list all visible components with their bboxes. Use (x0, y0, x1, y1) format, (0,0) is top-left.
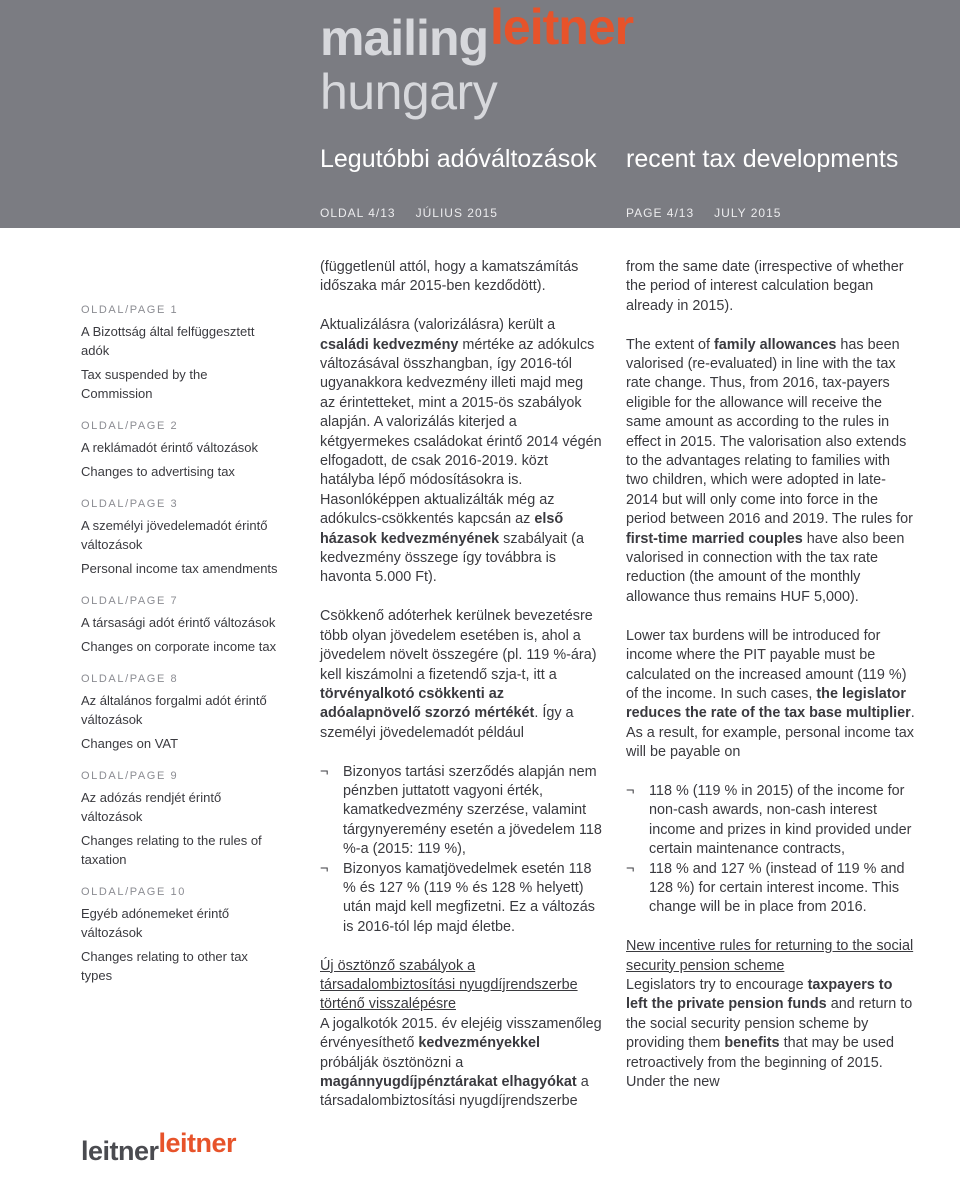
toc-page: OLDAL/PAGE 1 (81, 304, 179, 316)
toc-title-en[interactable]: Personal income tax amendments (81, 561, 278, 576)
paragraph-text: and return to the social security pension scheme by providing them (626, 996, 913, 1052)
bullet-icon: ¬ (320, 763, 329, 780)
footer-logo-dark: leitner (81, 1136, 159, 1166)
list-item-text: Bizonyos tartási szerződés alapján nem pénzben juttatott vagyoni érték, kamatkedvezmény szerzése, valamint tárgynyeremény esetén a jövedelem 118 %-a (2015: 119 %), (343, 763, 602, 858)
section-title: New incentive rules for returning to the social security pension scheme (626, 938, 914, 974)
highlight-text: family allowances (714, 336, 837, 353)
paragraph-text: mértéke az adókulcs változásával összhangban, így 2016-tól ugyanakkora kedvezmény illeti majd meg az érintetteket, mint a 2015-ös szabályok alapján. A valorizálás kiterjed a kétgyermekes családokat érintő 2014 végén elfogadott, de csak 2016-2019. közt hatályba lépő módosításokra is. Hasonlóképpen aktualizálták még az adókulcs-csökkentés kapcsán az (320, 336, 602, 528)
toc-title-en[interactable]: Changes relating to the rules of taxation (81, 833, 262, 867)
toc-title-hu[interactable]: A Bizottság által felfüggesztett adók (81, 324, 255, 358)
toc-section[interactable] (81, 496, 281, 578)
page-title-en: recent tax developments (626, 145, 899, 173)
toc-title-hu[interactable]: Egyéb adónemeket érintő változások (81, 906, 230, 940)
highlight-text: taxpayers to left the private pension funds (626, 976, 893, 1013)
highlight-text: első házasok kedvezményének (320, 511, 564, 547)
page-info-hu (320, 206, 498, 220)
toc-page: OLDAL/PAGE 8 (81, 673, 179, 685)
paragraph (626, 627, 916, 763)
footer-logo (81, 1128, 236, 1166)
toc-title-hu[interactable]: Az általános forgalmi adót érintő változások (81, 693, 267, 727)
brand-leitner: leitner (490, 0, 634, 55)
highlight-text: magánnyugdíjpénztárakat elhagyókat (320, 1074, 577, 1090)
list-item (626, 782, 916, 860)
page-number-hu: OLDAL 4/13 (320, 206, 396, 220)
toc-page: OLDAL/PAGE 2 (81, 420, 179, 432)
section-title: Új ösztönző szabályok a társadalombiztosítási nyugdíjrendszerbe történő visszalépésre (320, 957, 578, 1013)
bullet-icon: ¬ (320, 860, 329, 877)
toc-section[interactable] (81, 418, 281, 481)
toc-title-en[interactable]: Changes to advertising tax (81, 464, 235, 479)
paragraph-text: The extent of (626, 336, 714, 353)
list-item (320, 763, 602, 860)
bullet-icon: ¬ (626, 782, 635, 799)
brand-mailing: mailing (320, 10, 489, 66)
toc-section[interactable] (81, 302, 281, 403)
paragraph-text: próbálják ösztönözni a (320, 1054, 464, 1071)
toc-page: OLDAL/PAGE 3 (81, 498, 179, 510)
paragraph-text: . As a result, for example, personal income tax will be payable on (626, 705, 915, 761)
paragraph (320, 316, 602, 588)
date-en: JULY 2015 (714, 206, 782, 220)
toc-section[interactable] (81, 884, 281, 985)
toc-section[interactable] (81, 768, 281, 869)
paragraph-text: A jogalkotók 2015. év elejéig visszamenőleg érvényesíthető (320, 1015, 602, 1052)
paragraph-text: have also been valorised in connection with the tax rate reduction (the amount of the monthly allowance thus remains HUF 5,000). (626, 530, 905, 605)
toc-section[interactable] (81, 671, 281, 753)
list-item-text: 118 % and 127 % (instead of 119 % and 128 %) for certain interest income. This change will be in place from 2016. (649, 860, 905, 916)
toc-title-hu[interactable]: Az adózás rendjét érintő változások (81, 790, 222, 824)
paragraph-text: (függetlenül attól, hogy a kamatszámítás időszaka már 2015-ben kezdődött). (320, 259, 579, 295)
paragraph-text: Lower tax burdens will be introduced for income where the PIT payable must be calculated on the increased amount (119 %) of the income. In such cases, (626, 627, 907, 702)
highlight-text: the legislator reduces the rate of the tax base multiplier (626, 685, 911, 722)
date-hu: JÚLIUS 2015 (415, 206, 498, 220)
highlight-text: törvényalkotó csökkenti az adóalapnövelő szorzó mértékét (320, 685, 535, 722)
paragraph-text: from the same date (irrespective of whether the period of interest calculation began already in 2015). (626, 259, 904, 314)
toc-page: OLDAL/PAGE 9 (81, 770, 179, 782)
toc-title-hu[interactable]: A reklámadót érintő változások (81, 440, 259, 455)
toc-section[interactable] (81, 593, 281, 656)
page-title-hu: Legutóbbi adóváltozások (320, 145, 597, 173)
paragraph-text: szabályait (a kedvezmény összege így továbbra is havonta 5.000 Ft). (320, 530, 584, 586)
paragraph (626, 937, 916, 1092)
list-item-text: Bizonyos kamatjövedelmek esetén 118 % és 127 % (119 % és 128 % helyett) után majd kell megfizetni. Ez a változás is 2016-tól lép majd életbe. (343, 860, 595, 935)
highlight-text: családi kedvezmény (320, 336, 459, 353)
article-column-en (626, 258, 916, 1112)
brand-hungary: hungary (320, 64, 498, 120)
paragraph (626, 336, 916, 608)
paragraph-text: that may be used retroactively from the beginning of 2015. Under the new (626, 1035, 894, 1090)
bullet-list (626, 782, 916, 918)
bullet-icon: ¬ (626, 860, 635, 877)
highlight-text: first-time married couples (626, 530, 803, 547)
toc-page: OLDAL/PAGE 7 (81, 595, 179, 607)
paragraph (320, 957, 602, 1112)
toc-title-hu[interactable]: A társasági adót érintő változások (81, 615, 276, 630)
footer-logo-orange: leitner (158, 1128, 237, 1158)
toc-title-en[interactable]: Changes on VAT (81, 736, 179, 751)
highlight-text: kedvezményekkel (418, 1035, 541, 1052)
toc-title-en[interactable]: Tax suspended by the Commission (81, 367, 208, 401)
page-info-en (626, 206, 781, 220)
paragraph-text: has been valorised (re-evaluated) in line with the tax rate change. Thus, from 2016, tax-payers eligible for the allowance will receive the same amount as according to the rules in effect in 2015. The valorisation also extends to the advantages relating to families with two children, which were adopted in late-2014 but will only come into force in the period between 2016 and 2019. The rules for (626, 336, 913, 528)
page-number-en: PAGE 4/13 (626, 206, 695, 220)
toc-title-hu[interactable]: A személyi jövedelemadót érintő változások (81, 518, 268, 552)
bullet-list (320, 763, 602, 938)
toc-page: OLDAL/PAGE 10 (81, 886, 186, 898)
list-item (626, 860, 916, 918)
paragraph (320, 258, 602, 297)
brand-logo (320, 2, 633, 118)
list-item (320, 860, 602, 938)
toc-title-en[interactable]: Changes relating to other tax types (81, 949, 248, 983)
paragraph-text: a társadalombiztosítási nyugdíjrendszerbe (320, 1074, 589, 1110)
table-of-contents (81, 302, 281, 1000)
paragraph-text: Legislators try to encourage (626, 976, 808, 993)
paragraph-text: . Így a személyi jövedelemadót például (320, 705, 574, 741)
paragraph-text: Aktualizálásra (valorizálásra) került a (320, 317, 556, 334)
toc-title-en[interactable]: Changes on corporate income tax (81, 639, 277, 654)
list-item-text: 118 % (119 % in 2015) of the income for non-cash awards, non-cash interest income and prizes in kind provided under certain maintenance contracts, (649, 782, 912, 858)
highlight-text: benefits (724, 1035, 780, 1052)
paragraph (320, 607, 602, 743)
article-column-hu (320, 258, 602, 1131)
paragraph-text: Csökkenő adóterhek kerülnek bevezetésre több olyan jövedelem esetében is, ahol a jövedelem növelt összegére (pl. 119 %-ára) kell kiszámolni a fizetendő szja-t, itt a (320, 608, 597, 683)
header-banner (0, 0, 960, 228)
paragraph (626, 258, 916, 316)
